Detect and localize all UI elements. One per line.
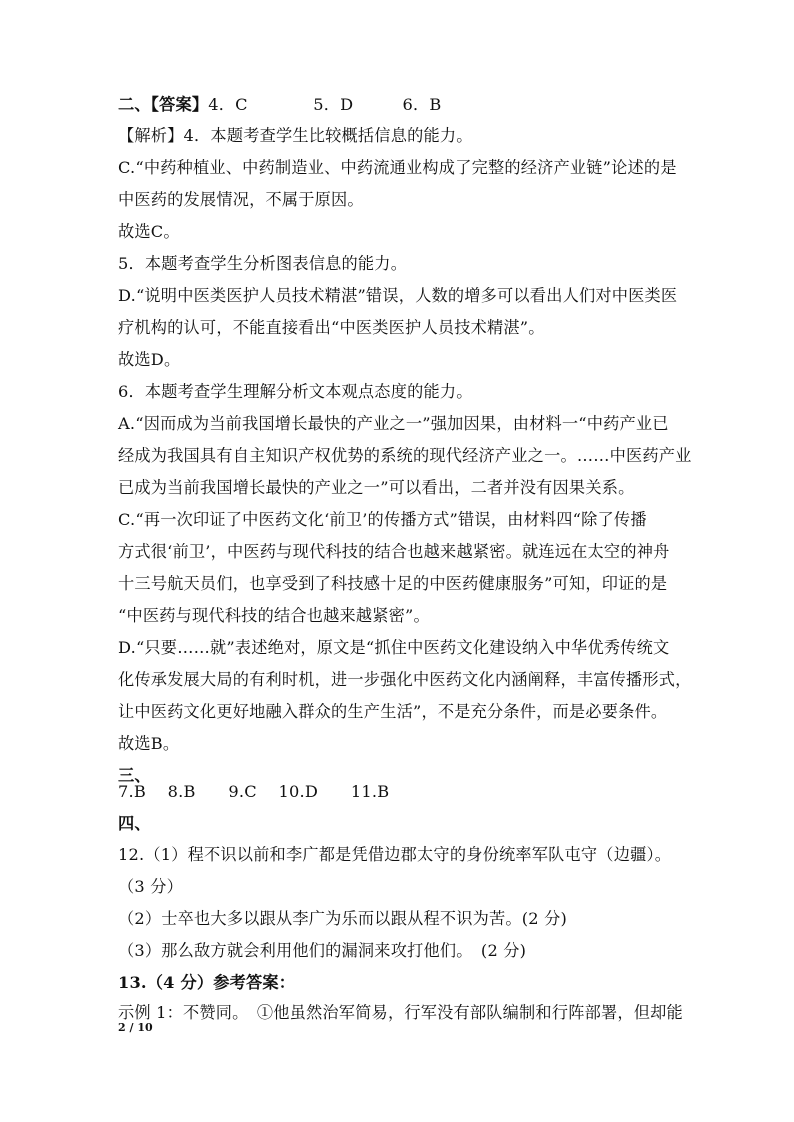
- bold-heading-text: 三、: [118, 766, 151, 785]
- text-line: [118, 845, 671, 865]
- text-line: [118, 909, 567, 929]
- text-line: [118, 638, 669, 658]
- text-line: [118, 382, 473, 402]
- body-text: 故选B。: [118, 734, 180, 753]
- body-text: 中医药的发展情况，不属于原因。: [118, 190, 364, 209]
- text-line: [118, 126, 473, 146]
- body-text: D.“说明中医类医护人员技术精湛”错误，人数的增多可以看出人们对中医类医: [118, 286, 678, 305]
- text-line: [118, 95, 441, 115]
- body-text: （3 分）: [118, 877, 184, 896]
- bold-heading-text: 13.（4 分）参考答案：: [118, 973, 296, 992]
- body-text: 故选D。: [118, 350, 181, 369]
- text-line: [118, 190, 364, 210]
- text-line: [118, 702, 667, 722]
- text-line: [118, 446, 692, 466]
- body-text: 方式很‘前卫’，中医药与现代科技的结合也越来越紧密。就连远在太空的神舟: [118, 542, 670, 561]
- body-text: D.“只要……就”表述绝对，原文是“抓住中医药文化建设纳入中华优秀传统文: [118, 638, 670, 657]
- body-text: “中医药与现代科技的结合也越来越紧密”。: [118, 606, 430, 625]
- body-text: C.“中药种植业、中药制造业、中药流通业构成了完整的经济产业链”论述的是: [118, 158, 677, 177]
- text-line: [118, 877, 183, 897]
- text-line: [118, 814, 151, 834]
- text-line: [118, 222, 180, 242]
- text-line: [118, 973, 295, 993]
- body-text: 经成为我国具有自主知识产权优势的系统的现代经济产业之一。……中医药产业: [118, 446, 692, 465]
- text-line: [118, 254, 407, 274]
- body-text: 故选C。: [118, 222, 180, 241]
- bold-heading-text: 四、: [118, 814, 151, 833]
- text-line: [118, 510, 647, 530]
- body-text: 4．C 5．D 6．B: [208, 95, 442, 114]
- body-text: （3）那么敌方就会利用他们的漏洞来攻打他们。 (2 分): [118, 941, 527, 960]
- body-text: 6．本题考查学生理解分析文本观点态度的能力。: [118, 382, 473, 401]
- body-text: 化传承发展大局的有利时机，进一步强化中医药文化内涵阐释，丰富传播形式，: [118, 670, 692, 689]
- body-text: 十三号航天员们，也享受到了科技感十足的中医药健康服务”可知，印证的是: [118, 574, 668, 593]
- text-line: [118, 478, 635, 498]
- text-line: [118, 782, 389, 802]
- body-text: 疗机构的认可，不能直接看出“中医类医护人员技术精湛”。: [118, 318, 545, 337]
- text-line: [118, 606, 430, 626]
- text-line: [118, 542, 669, 562]
- body-text: 让中医药文化更好地融入群众的生产生活”，不是充分条件，而是必要条件。: [118, 702, 668, 721]
- text-line: [118, 414, 669, 434]
- text-line: [118, 670, 692, 690]
- bold-heading-text: 二、【答案】: [118, 95, 209, 114]
- body-text: 7.B 8.B 9.C 10.D 11.B: [118, 782, 390, 801]
- text-line: [118, 734, 179, 754]
- text-line: [118, 350, 180, 370]
- body-text: 12.（1）程不识以前和李广都是凭借边郡太守的身份统率军队屯守（边疆）。: [118, 845, 672, 864]
- page-number: 2 / 10: [118, 1021, 153, 1034]
- text-line: [118, 941, 526, 961]
- text-line: [118, 1003, 683, 1023]
- text-line: [118, 574, 667, 594]
- body-text: 已成为当前我国增长最快的产业之一”可以看出，二者并没有因果关系。: [118, 478, 635, 497]
- body-text: 【解析】4．本题考查学生比较概括信息的能力。: [118, 126, 473, 145]
- text-line: [118, 318, 545, 338]
- text-line: [118, 286, 677, 306]
- body-text: （2）士卒也大多以跟从李广为乐而以跟从程不识为苦。(2 分): [118, 909, 568, 928]
- text-line: [118, 158, 677, 178]
- body-text: A.“因而成为当前我国增长最快的产业之一”强加因果，由材料一“中药产业已: [118, 414, 669, 433]
- body-text: 5．本题考查学生分析图表信息的能力。: [118, 254, 408, 273]
- body-text: C.“再一次印证了中医药文化‘前卫’的传播方式”错误，由材料四“除了传播: [118, 510, 647, 529]
- body-text: 示例 1：不赞同。 ①他虽然治军简易，行军没有部队编制和行阵部署，但却能: [118, 1003, 683, 1022]
